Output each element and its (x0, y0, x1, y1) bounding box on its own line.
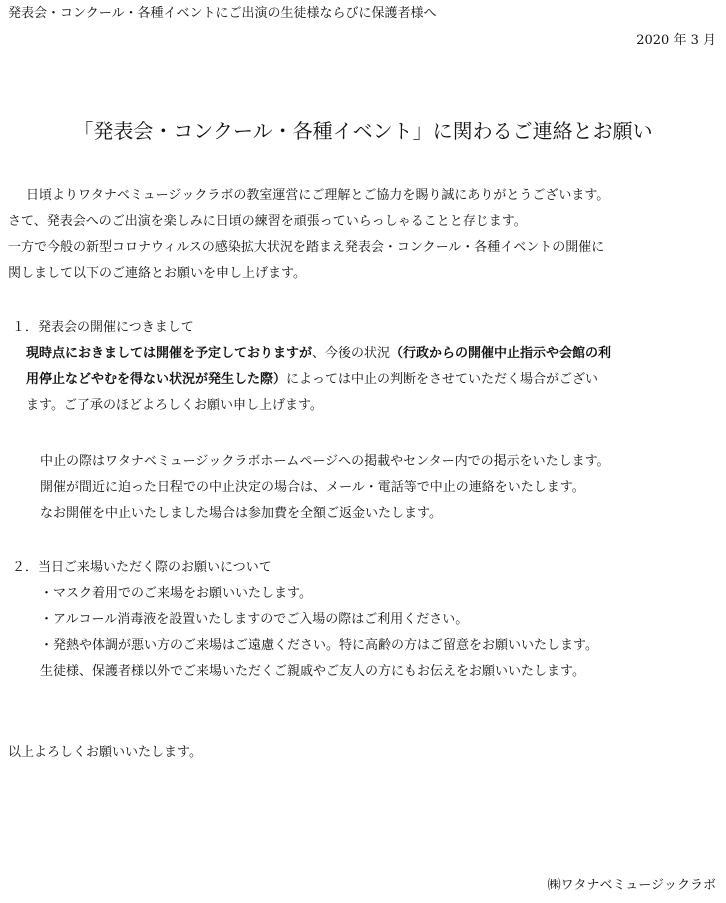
section-1-line-1 (26, 344, 611, 364)
section-1-heading: １．発表会の開催につきまして (12, 320, 194, 335)
document-title: 「発表会・コンクール・各種イベント」に関わるご連絡とお願い (73, 119, 653, 143)
section-1-bold-1: 現時点におきましては開催を予定しておりますが (26, 346, 313, 361)
signature: ㈱ワタナベミュージックラボ (547, 878, 716, 893)
section-1-line-2 (26, 370, 598, 390)
section-1-note-2: 開催が間近に迫った日程での中止決定の場合は、メール・電話等で中止の連絡をいたします。 (40, 480, 585, 495)
intro-line-2: さて、発表会へのご出演を楽しみに日頃の練習を頑張っていらっしゃることと存じます。 (8, 214, 527, 229)
section-1-line-3: ます。ご了承のほどよろしくお願い申し上げます。 (26, 398, 323, 413)
section-2-heading: ２．当日ご来場いただく際のお願いについて (12, 560, 272, 575)
section-1-bold-2: （行政からの開催中止指示や会館の利 (390, 346, 612, 361)
section-1-bold-3: 用停止などやむを得ない状況が発生した際） (26, 372, 287, 387)
intro-line-3: 一方で今般の新型コロナウィルスの感染拡大状況を踏まえ発表会・コンクール・各種イベントの開催に (8, 240, 605, 255)
date: 2020 年 3 月 (636, 33, 716, 48)
intro-line-1: 日頃よりワタナベミュージックラボの教室運営にご理解とご協力を賜り誠にありがとうございます。 (26, 188, 610, 203)
section-1-note-3: なお開催を中止いたしました場合は参加費を全額ご返金いたします。 (40, 506, 442, 521)
closing-remark: 以上よろしくお願いいたします。 (8, 745, 202, 760)
section-1-text-1: 、今後の状況 (312, 346, 391, 361)
section-2-item-1: ・マスク着用でのご来場をお願いいたします。 (40, 586, 312, 601)
section-2-item-3: ・発熱や体調が悪い方のご来場はご遠慮ください。特に高齢の方はご留意をお願いいたします。 (40, 638, 598, 653)
section-2-item-2: ・アルコール消毒液を設置いたしますのでご入場の際はご利用ください。 (40, 612, 469, 627)
section-1-text-2: によっては中止の判断をさせていただく場合がござい (286, 372, 599, 387)
section-1-note-1: 中止の際はワタナベミュージックラボホームページへの掲載やセンター内での掲示をいたします。 (40, 454, 610, 469)
intro-line-4: 関しまして以下のご連絡とお願いを申し上げます。 (8, 266, 306, 281)
section-2-closing-line: 生徒様、保護者様以外でご来場いただくご親戚やご友人の方にもお伝えをお願いいたします。 (40, 664, 585, 679)
addressee-line: 発表会・コンクール・各種イベントにご出演の生徒様ならびに保護者様へ (8, 6, 437, 21)
